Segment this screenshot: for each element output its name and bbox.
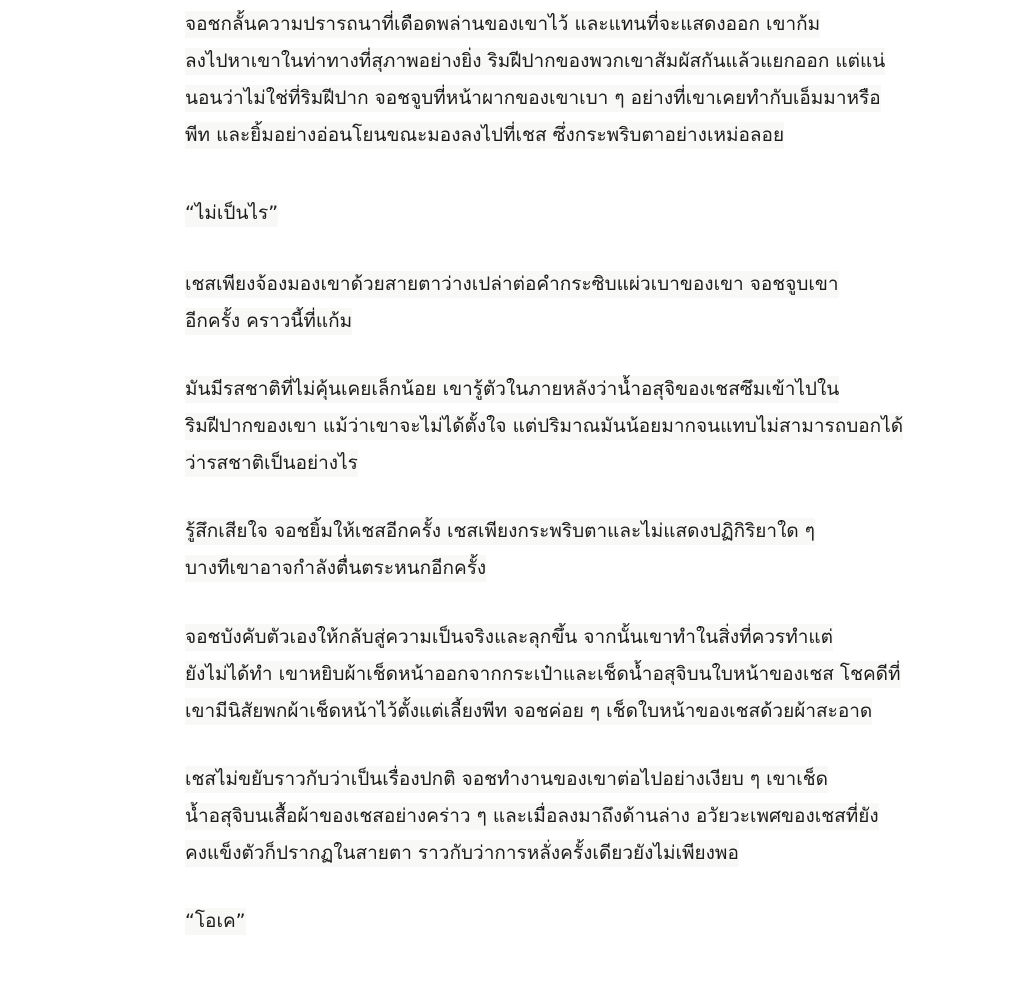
line-text: เชสเพียงจ้องมองเขาด้วยสายตาว่างเปล่าต่อคำกระซิบแผ่วเบาของเขา จอชจูบเขา [185,271,839,298]
paragraph-5 [105,513,920,587]
text-line [105,445,920,482]
text-line [105,619,920,656]
line-text: น้ำอสุจิบนเสื้อผ้าของเชสอย่างคร่าว ๆ และเมื่อลงมาถึงด้านล่าง อวัยวะเพศของเชสที่ยัง [185,803,879,830]
text-line [105,6,920,43]
text-line [105,835,920,872]
paragraph-1 [105,6,920,154]
line-text: ว่ารสชาติเป็นอย่างไร [185,450,358,477]
line-text: “โอเค” [185,908,246,935]
line-text: เขามีนิสัยพกผ้าเช็ดหน้าไว้ตั้งแต่เลี้ยงพีท จอชค่อย ๆ เช็ดใบหน้าของเชสด้วยผ้าสะอาด [185,698,872,725]
text-line [105,693,920,730]
paragraph-3 [105,266,920,340]
text-line [105,43,920,80]
text-line [105,195,920,232]
text-line [105,761,920,798]
text-line [105,408,920,445]
line-text: “ไม่เป็นไร” [185,200,278,227]
text-line [105,117,920,154]
line-text: บางทีเขาอาจกำลังตื่นตระหนกอีกครั้ง [185,555,486,582]
line-text: จอชบังคับตัวเองให้กลับสู่ความเป็นจริงและลุกขึ้น จากนั้นเขาทำในสิ่งที่ควรทำแต่ [185,624,833,651]
line-text: ยังไม่ได้ทำ เขาหยิบผ้าเช็ดหน้าออกจากกระเป๋าและเช็ดน้ำอสุจิบนใบหน้าของเชส โชคดีที่ [185,661,901,688]
text-line [105,550,920,587]
line-text: นอนว่าไม่ใช่ที่ริมฝีปาก จอชจูบที่หน้าผากของเขาเบา ๆ อย่างที่เขาเคยทำกับเอ็มมาหรือ [185,85,881,112]
line-text: เชสไม่ขยับราวกับว่าเป็นเรื่องปกติ จอชทำงานของเขาต่อไปอย่างเงียบ ๆ เขาเช็ด [185,766,828,793]
line-text: พีท และยิ้มอย่างอ่อนโยนขณะมองลงไปที่เชส ซึ่งกระพริบตาอย่างเหม่อลอย [185,122,784,149]
text-line [105,903,920,940]
text-line [105,80,920,117]
text-line [105,303,920,340]
paragraph-7 [105,761,920,872]
text-line [105,371,920,408]
text-line [105,513,920,550]
line-text: มันมีรสชาติที่ไม่คุ้นเคยเล็กน้อย เขารู้ตัวในภายหลังว่าน้ำอสุจิของเชสซึมเข้าไปใน [185,376,839,403]
line-text: ริมฝีปากของเขา แม้ว่าเขาจะไม่ได้ตั้งใจ แต่ปริมาณมันน้อยมากจนแทบไม่สามารถบอกได้ [185,413,903,440]
line-text: รู้สึกเสียใจ จอชยิ้มให้เชสอีกครั้ง เชสเพียงกระพริบตาและไม่แสดงปฏิกิริยาใด ๆ [185,518,815,545]
paragraph-2 [105,195,920,232]
paragraph-8 [105,903,920,940]
paragraph-4 [105,371,920,482]
line-text: อีกครั้ง คราวนี้ที่แก้ม [185,308,352,335]
text-line [105,656,920,693]
line-text: คงแข็งตัวก็ปรากฏในสายตา ราวกับว่าการหลั่งครั้งเดียวยังไม่เพียงพอ [185,840,739,867]
line-text: ลงไปหาเขาในท่าทางที่สุภาพอย่างยิ่ง ริมฝีปากของพวกเขาสัมผัสกันแล้วแยกออก แต่แน่ [185,48,885,75]
line-text: จอชกลั้นความปรารถนาที่เดือดพล่านของเขาไว้ และแทนที่จะแสดงออก เขาก้ม [185,11,820,38]
paragraph-6 [105,619,920,730]
text-line [105,266,920,303]
text-line [105,798,920,835]
